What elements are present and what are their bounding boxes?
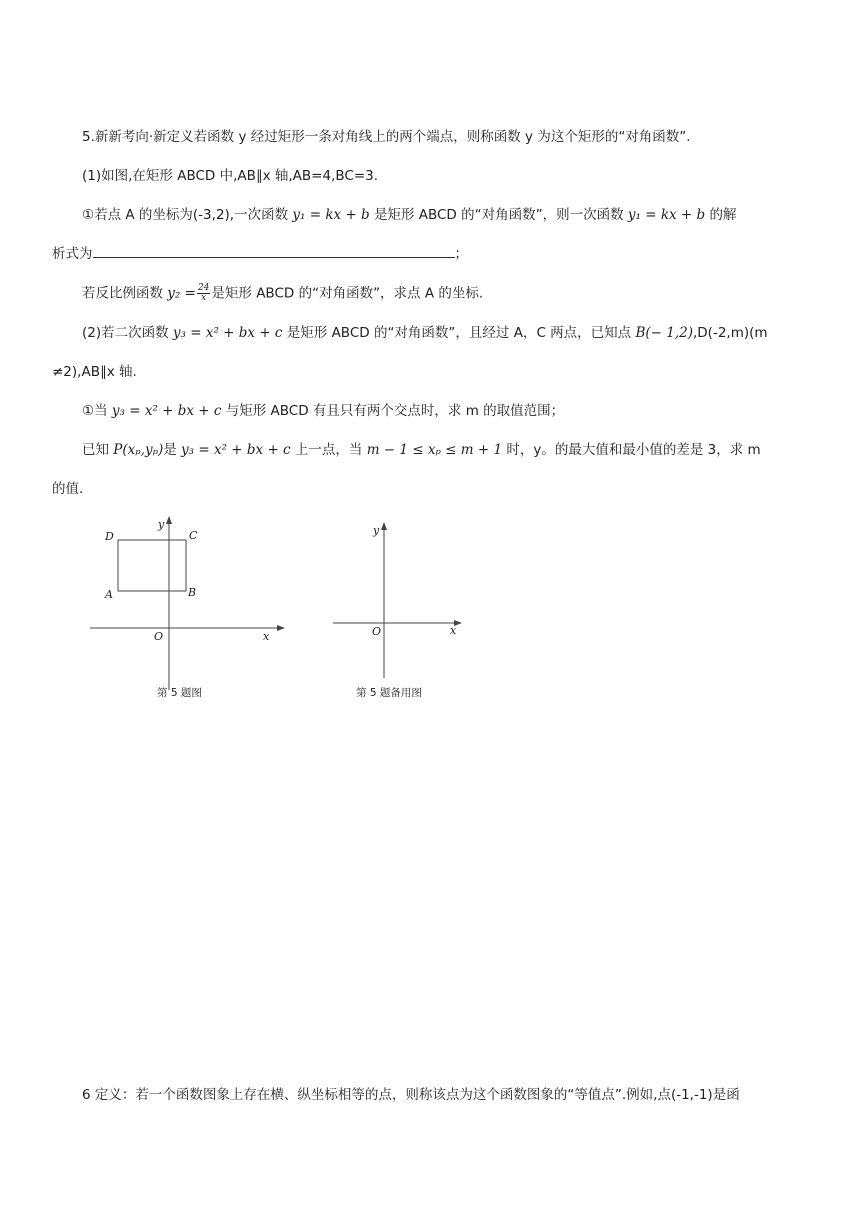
q5-part2-intro: (2)若二次函数 y₃ = x² + bx + c 是矩形 ABCD 的“对角函数”，且经过 A，C 两点，已知点 B(− 1,2),D(-2,m)(m xyxy=(82,325,768,341)
label-y: y xyxy=(373,524,380,537)
label-y: y xyxy=(158,518,165,531)
rectangle-ABCD xyxy=(118,540,186,591)
figure-caption: 第 5 题备用图 xyxy=(356,687,422,699)
figure-5-main xyxy=(85,512,295,702)
q5-part2-cont: ≠2),AB∥x 轴. xyxy=(52,364,137,380)
q5-part2-item2-cont: 的值. xyxy=(52,481,84,497)
x-axis-arrow xyxy=(277,625,285,631)
figure-5-backup xyxy=(330,518,470,702)
q5-part2-item1: ①当 y₃ = x² + bx + c 与矩形 ABCD 有且只有两个交点时，求 m 的取值范围； xyxy=(82,403,565,419)
label-B: B xyxy=(188,586,197,599)
label-O: O xyxy=(154,630,164,643)
y-axis-arrow xyxy=(166,516,172,524)
q5-part1-intro: (1)如图,在矩形 ABCD 中,AB∥x 轴,AB=4,BC=3. xyxy=(82,168,379,184)
answer-blank[interactable] xyxy=(93,245,455,258)
q5-part2-item2: 已知 P(xₚ,yₚ)是 y₃ = x² + bx + c 上一点，当 m − 1 ≤ xₚ ≤ m + 1 时，y。的最大值和最小值的差是 3，求 m xyxy=(82,442,761,458)
figure-caption: 第 5 题图 xyxy=(157,687,202,699)
q5-part1-item2: 若反比例函数 y₂ = $\frac{24}{x}$ 是矩形 ABCD 的“对角函数”，求点 A 的坐标. xyxy=(82,283,484,303)
q5-title: 5.新新考向·新定义若函数 y 经过矩形一条对角线上的两个端点，则称函数 y 为这个矩形的“对角函数”. xyxy=(82,129,691,145)
label-O: O xyxy=(372,625,382,638)
label-D: D xyxy=(105,530,114,543)
question-6: 6 定义：若一个函数图象上存在横、纵坐标相等的点，则称该点为这个函数图象的“等值点”.例如,点(-1,-1)是函 xyxy=(82,1087,740,1103)
label-x: x xyxy=(450,624,457,637)
label-x: x xyxy=(263,630,270,643)
q5-part1-item1: ①若点 A 的坐标为(-3,2),一次函数 y₁ = kx + b 是矩形 ABCD 的“对角函数”，则一次函数 y₁ = kx + b 的解 xyxy=(82,207,737,223)
y-axis-arrow xyxy=(381,522,387,530)
label-A: A xyxy=(105,588,113,601)
label-C: C xyxy=(189,529,198,542)
fraction: $\frac{24}{x}$ xyxy=(197,283,210,303)
q5-answer-line: 析式为 ； xyxy=(52,246,468,262)
